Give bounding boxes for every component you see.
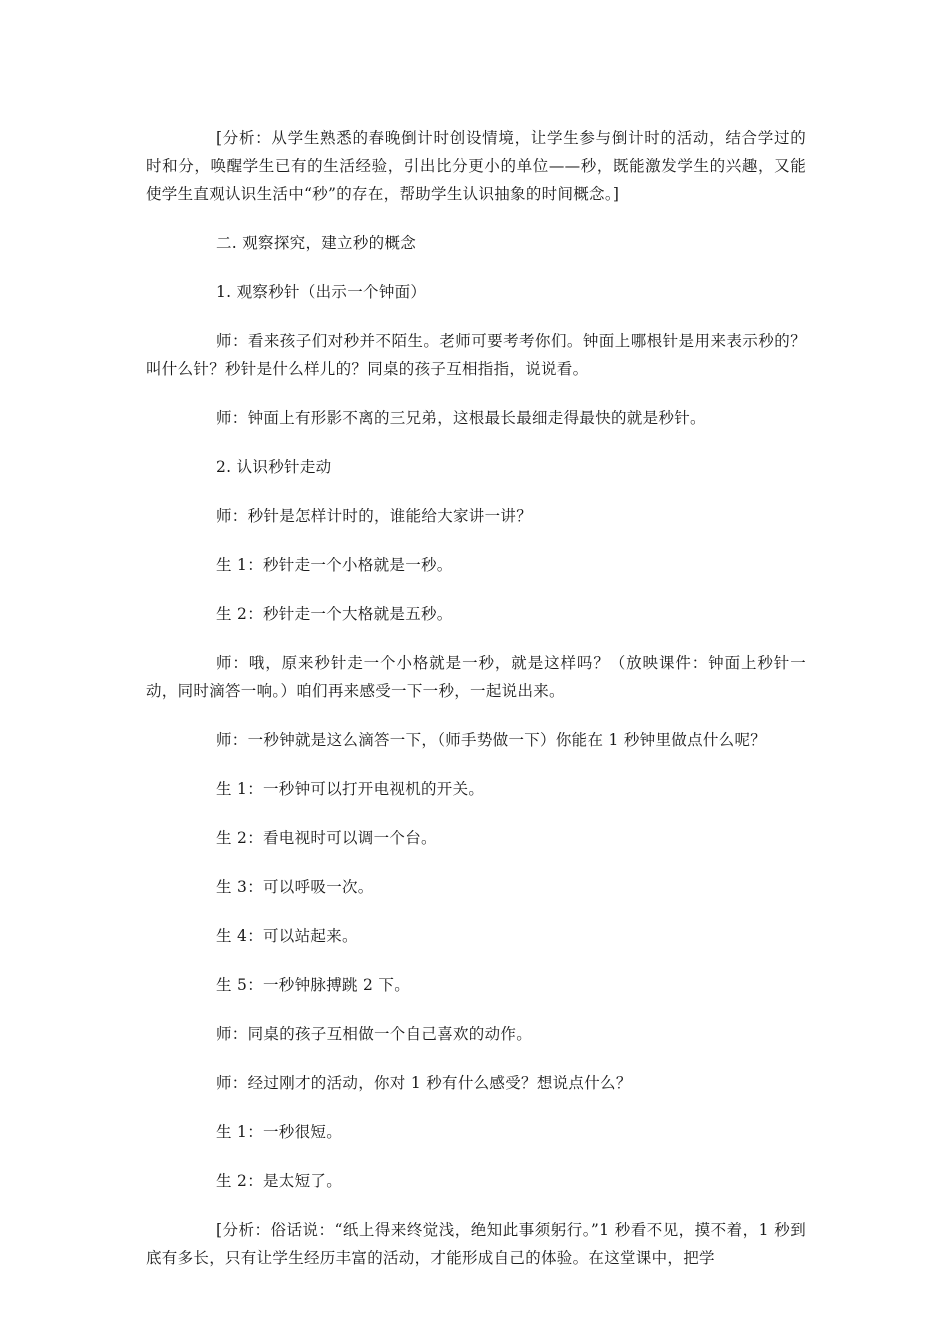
dialogue-line: 师：经过刚才的活动，你对 1 秒有什么感受？想说点什么？ xyxy=(216,1074,632,1092)
document-body xyxy=(146,124,806,1293)
dialogue-line: 生 2：秒针走一个大格就是五秒。 xyxy=(216,605,453,623)
dialogue-line: 生 2：看电视时可以调一个台。 xyxy=(216,829,437,847)
dialogue-line: 生 1：一秒很短。 xyxy=(216,1123,342,1141)
dialogue-line: 师：钟面上有形影不离的三兄弟，这根最长最细走得最快的就是秒针。 xyxy=(216,409,706,427)
analysis-paragraph: [分析：俗话说：“纸上得来终觉浅，绝知此事须躬行。”1 秒看不见，摸不着，1 秒到底有多长，只有让学生经历丰富的活动，才能形成自己的体验。在这堂课中，把学 xyxy=(146,1221,806,1267)
dialogue-line: 师：同桌的孩子互相做一个自己喜欢的动作。 xyxy=(216,1025,533,1043)
dialogue-line: 师：一秒钟就是这么滴答一下，（师手势做一下）你能在 1 秒钟里做点什么呢？ xyxy=(216,731,767,749)
dialogue-line: 生 5：一秒钟脉搏跳 2 下。 xyxy=(216,976,411,994)
dialogue-line: 生 3：可以呼吸一次。 xyxy=(216,878,374,896)
dialogue-line: 生 4：可以站起来。 xyxy=(216,927,358,945)
dialogue-line: 生 2：是太短了。 xyxy=(216,1172,342,1190)
dialogue-line: 生 1：秒针走一个小格就是一秒。 xyxy=(216,556,453,574)
dialogue-line: 师：秒针是怎样计时的，谁能给大家讲一讲？ xyxy=(216,507,533,525)
analysis-paragraph: [分析：从学生熟悉的春晚倒计时创设情境，让学生参与倒计时的活动，结合学过的时和分，唤醒学生已有的生活经验，引出比分更小的单位——秒，既能激发学生的兴趣，又能使学生直观认识生活中“秒”的存在，帮助学生认识抽象的时间概念。] xyxy=(146,129,806,203)
dialogue-line: 师：哦，原来秒针走一个小格就是一秒，就是这样吗？（放映课件：钟面上秒针一动，同时滴答一响。）咱们再来感受一下一秒，一起说出来。 xyxy=(146,654,806,700)
subsection-heading: 2. 认识秒针走动 xyxy=(216,458,332,476)
section-heading: 二. 观察探究，建立秒的概念 xyxy=(216,234,417,252)
dialogue-line: 生 1：一秒钟可以打开电视机的开关。 xyxy=(216,780,485,798)
dialogue-line: 师：看来孩子们对秒并不陌生。老师可要考考你们。钟面上哪根针是用来表示秒的？叫什么针？秒针是什么样儿的？同桌的孩子互相指指，说说看。 xyxy=(146,332,806,378)
subsection-heading: 1. 观察秒针（出示一个钟面） xyxy=(216,283,427,301)
